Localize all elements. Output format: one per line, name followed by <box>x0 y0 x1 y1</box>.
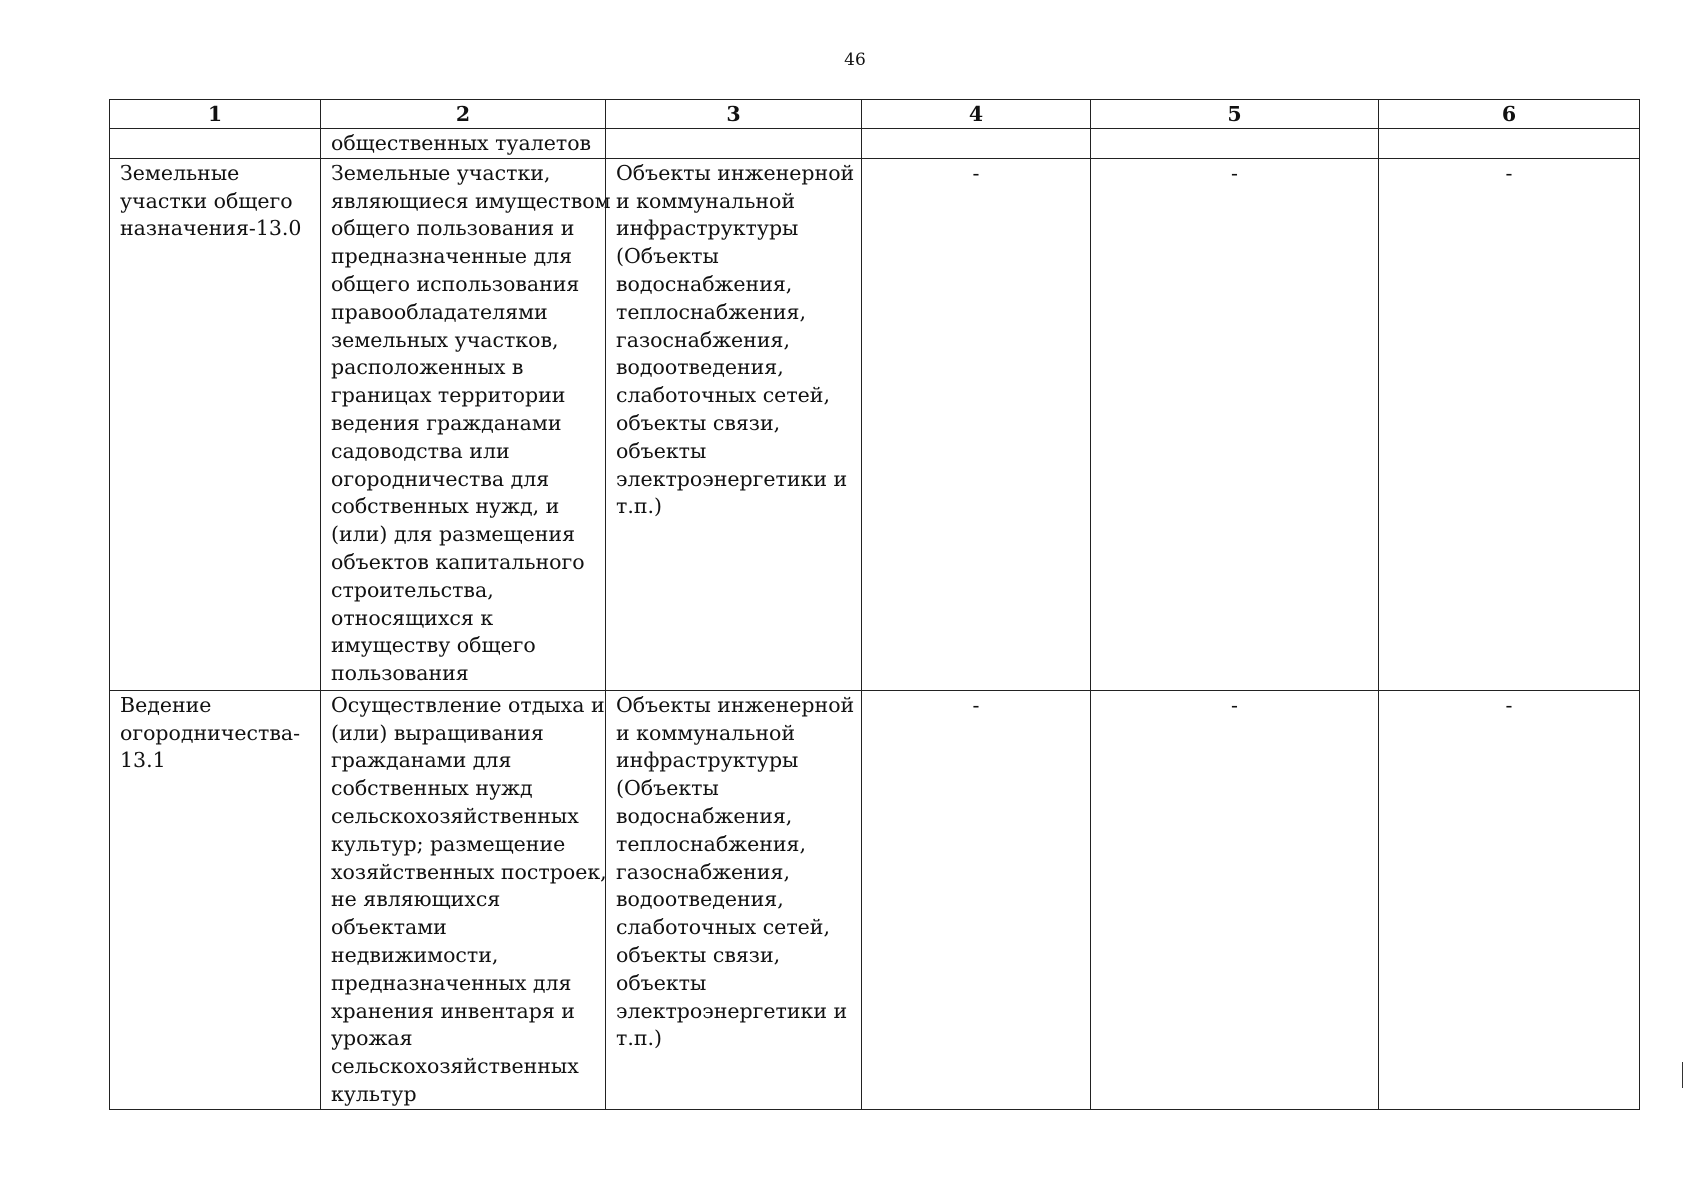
table-cell: - <box>1091 158 1379 690</box>
cell-text-line: водоснабжения, <box>616 271 793 296</box>
margin-mark <box>1682 1062 1689 1088</box>
cell-text-line: теплоснабжения, <box>616 831 806 856</box>
cell-text-line: назначения-13.0 <box>120 216 302 241</box>
cell-text-line: объекты связи, <box>616 942 781 967</box>
cell-text-line: Земельные участки, <box>331 160 551 185</box>
cell-text-line: объектов капитального <box>331 549 585 574</box>
cell-text-line: Осуществление отдыха и <box>331 692 605 717</box>
cell-text-line: собственных нужд, и <box>331 494 560 519</box>
cell-text-line: т.п.) <box>616 1026 663 1051</box>
table-row <box>110 158 1640 690</box>
cell-text-line: водоснабжения, <box>616 803 793 828</box>
cell-text-line: земельных участков, <box>331 327 559 352</box>
column-header: 6 <box>1379 100 1640 129</box>
table-cell: - <box>1091 690 1379 1109</box>
table-cell <box>1379 129 1640 159</box>
cell-text-line: электроэнергетики и <box>616 998 848 1023</box>
cell-text-line: расположенных в <box>331 355 524 380</box>
cell-text-line: урожая <box>331 1026 413 1051</box>
cell-text-line: пользования <box>331 661 469 686</box>
cell-text-line: т.п.) <box>616 494 663 519</box>
cell-text-line: гражданами для <box>331 748 512 773</box>
cell-text-line: ведения гражданами <box>331 410 562 435</box>
cell-text-line: огородничества- <box>120 720 301 745</box>
cell-text-line: объекты <box>616 438 707 463</box>
cell-text-line: электроэнергетики и <box>616 466 848 491</box>
cell-text-line: теплоснабжения, <box>616 299 806 324</box>
cell-text-line: границах территории <box>331 383 566 408</box>
table-cell: - <box>1379 158 1640 690</box>
table-row <box>110 690 1640 1109</box>
cell-text-line: предназначенных для <box>331 970 572 995</box>
cell-text-line: слаботочных сетей, <box>616 383 830 408</box>
cell-text-line: 13.1 <box>120 748 166 773</box>
table-cell: - <box>1379 690 1640 1109</box>
cell-text-line: садоводства или <box>331 438 510 463</box>
table-cell <box>606 129 862 159</box>
cell-text-line: (или) выращивания <box>331 720 544 745</box>
table-cell: общественных туалетов <box>321 129 606 159</box>
cell-text-line: (Объекты <box>616 776 719 801</box>
cell-text-line: строительства, <box>331 577 494 602</box>
cell-text-line: объекты связи, <box>616 410 781 435</box>
cell-text-line: газоснабжения, <box>616 327 790 352</box>
cell-text-line: объектами <box>331 915 447 940</box>
cell-text-line: участки общего <box>120 188 293 213</box>
cell-text-line: Объекты инженерной <box>616 160 855 185</box>
cell-text-line: предназначенные для <box>331 244 573 269</box>
cell-text-line: и коммунальной <box>616 720 796 745</box>
table-row-continuation <box>110 129 1640 159</box>
column-header: 1 <box>110 100 321 129</box>
cell-text-line: недвижимости, <box>331 942 499 967</box>
land-use-type-cell <box>110 690 321 1109</box>
cell-text-line: объекты <box>616 970 707 995</box>
land-use-type-cell <box>110 158 321 690</box>
cell-text-line: относящихся к <box>331 605 494 630</box>
cell-text-line: (или) для размещения <box>331 522 576 547</box>
permitted-objects-cell <box>606 158 862 690</box>
cell-text-line: сельскохозяйственных <box>331 1054 579 1079</box>
cell-text-line: (Объекты <box>616 244 719 269</box>
description-cell <box>321 158 611 690</box>
cell-text-line: хозяйственных построек, <box>331 859 607 884</box>
cell-text-line: водоотведения, <box>616 355 784 380</box>
cell-text-line: культур <box>331 1081 417 1106</box>
cell-text-line: общего пользования и <box>331 216 575 241</box>
table-cell: - <box>862 690 1091 1109</box>
cell-text-line: и коммунальной <box>616 188 796 213</box>
table-cell <box>862 129 1091 159</box>
cell-text-line: являющиеся имуществом <box>331 188 611 213</box>
cell-text-line: Ведение <box>120 692 212 717</box>
cell-text-line: сельскохозяйственных <box>331 803 579 828</box>
cell-text-line: Земельные <box>120 160 240 185</box>
cell-text-line: инфраструктуры <box>616 748 799 773</box>
column-header: 2 <box>321 100 606 129</box>
cell-text-line: не являющихся <box>331 887 501 912</box>
cell-text-line: Объекты инженерной <box>616 692 855 717</box>
page-number: 46 <box>844 50 866 70</box>
cell-text-line: правообладателями <box>331 299 548 324</box>
cell-text-line: огородничества для <box>331 466 550 491</box>
cell-text-line: культур; размещение <box>331 831 566 856</box>
cell-text-line: инфраструктуры <box>616 216 799 241</box>
permitted-objects-cell <box>606 690 862 1109</box>
table-cell: - <box>862 158 1091 690</box>
description-cell <box>321 690 606 1109</box>
table-cell <box>110 129 321 159</box>
table-cell <box>1091 129 1379 159</box>
column-header: 5 <box>1091 100 1379 129</box>
cell-text-line: имуществу общего <box>331 633 536 658</box>
cell-text-line: слаботочных сетей, <box>616 915 830 940</box>
cell-text-line: хранения инвентаря и <box>331 998 575 1023</box>
cell-text-line: газоснабжения, <box>616 859 790 884</box>
column-header: 4 <box>862 100 1091 129</box>
cell-text-line: собственных нужд <box>331 776 533 801</box>
column-header: 3 <box>606 100 862 129</box>
cell-text-line: водоотведения, <box>616 887 784 912</box>
cell-text-line: общего использования <box>331 271 580 296</box>
table-header-row <box>110 100 1640 129</box>
land-use-table <box>109 99 1640 1110</box>
